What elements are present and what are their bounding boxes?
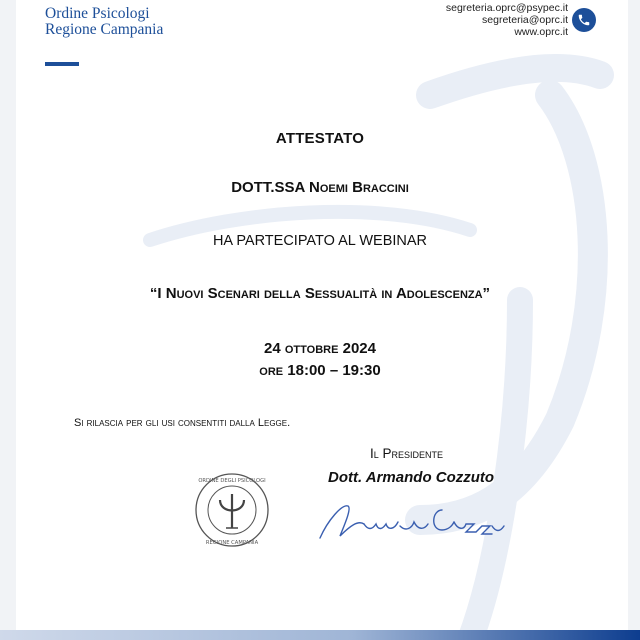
svg-text:REGIONE CAMPANIA: REGIONE CAMPANIA (205, 540, 259, 546)
contact-pec-email[interactable]: segreteria.oprc@psypec.it (445, 2, 568, 14)
recipient-name: Noemi Braccini (309, 179, 409, 196)
president-role: Il Presidente (370, 446, 444, 461)
org-underline (45, 62, 79, 66)
org-name (45, 6, 163, 38)
webinar-title: “I Nuovi Scenari della Sessualità in Adolescenza” (149, 285, 491, 302)
official-seal-stamp (192, 470, 272, 550)
left-frame-border (0, 0, 16, 640)
release-note: Si rilascia per gli usi consentiti dalla Legge. (74, 417, 291, 429)
right-frame-border (628, 0, 640, 640)
president-signature (314, 496, 514, 546)
org-name-line1: Ordine Psicologi (45, 5, 150, 22)
footer-strip (0, 630, 640, 640)
contact-block (446, 2, 568, 38)
org-name-line2: Regione Campania (45, 21, 164, 38)
recipient-prefix: DOTT.SSA (231, 179, 305, 196)
president-name: Dott. Armando Cozzuto (328, 469, 495, 486)
svg-text:ORDINE DEGLI PSICOLOGI: ORDINE DEGLI PSICOLOGI (198, 478, 266, 484)
participation-line: HA PARTECIPATO AL WEBINAR (212, 233, 428, 249)
contact-website[interactable]: www.oprc.it (514, 26, 568, 38)
phone-icon (572, 8, 596, 32)
event-datetime (0, 338, 640, 382)
event-date: 24 ottobre 2024 (264, 340, 376, 357)
recipient (0, 179, 640, 196)
contact-email[interactable]: segreteria@oprc.it (482, 14, 568, 26)
certificate-title: ATTESTATO (275, 130, 365, 147)
event-time: ore 18:00 – 19:30 (259, 362, 381, 379)
